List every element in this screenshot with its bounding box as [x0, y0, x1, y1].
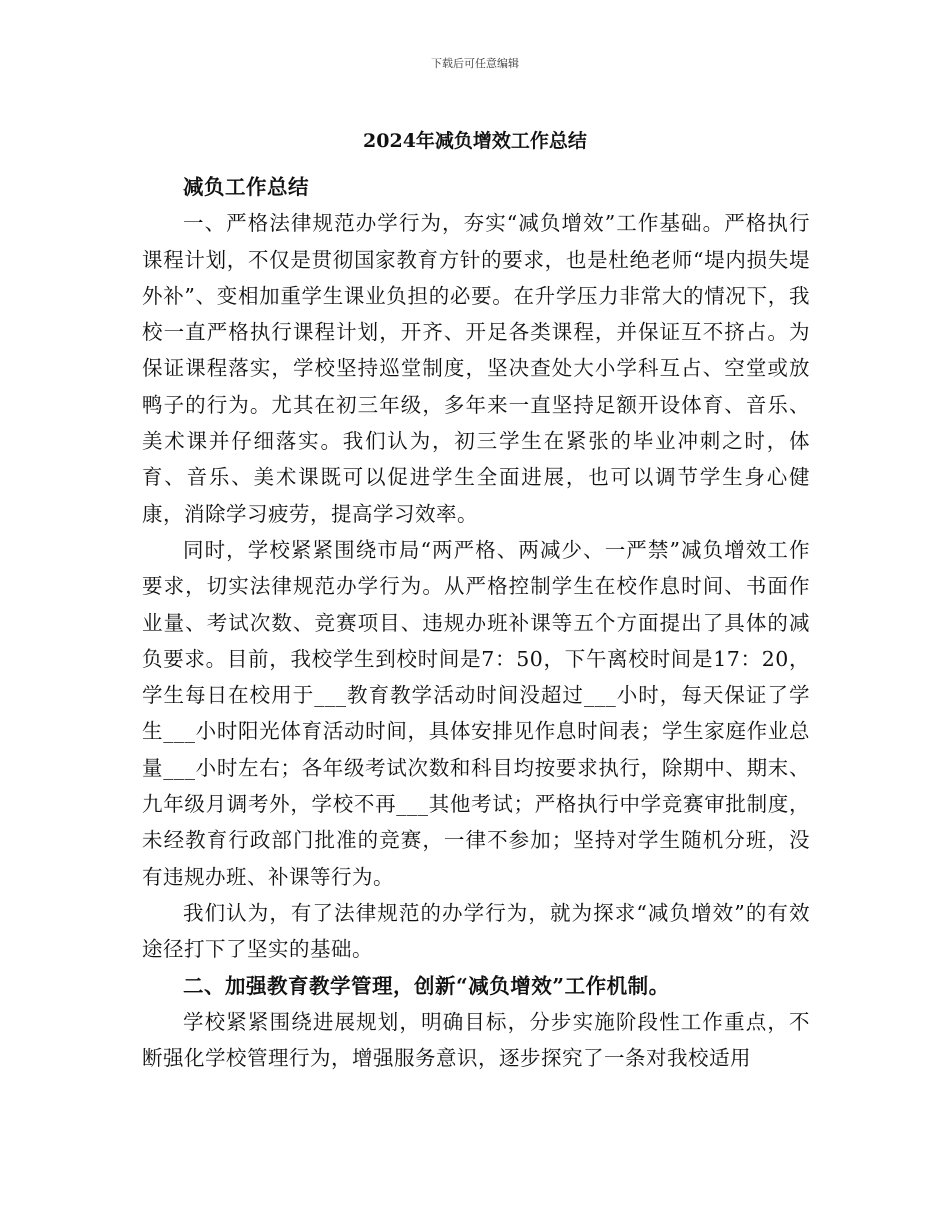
body-paragraph: 学校紧紧围绕进展规划，明确目标，分步实施阶段性工作重点，不断强化学校管理行为，增强服务意识，逐步探究了一条对我校适用	[142, 1009, 810, 1071]
section-heading: 减负工作总结	[183, 175, 309, 199]
document-title: 2024年减负增效工作总结	[363, 130, 587, 152]
body-paragraph: 同时，学校紧紧围绕市局“两严格、两减少、一严禁”减负增效工作要求，切实法律规范办学行为。从严格控制学生在校作息时间、书面作业量、考试次数、竞赛项目、违规办班补课等五个方面提出了具体的减负要求。目前，我校学生到校时间是7：50，下午离校时间是17：20，学生每日在校用于___教育教学活动时间没超过___小时，每天保证了学生___小时阳光体育活动时间，具体安排见作息时间表；学生家庭作业总量___小时左右；各年级考试次数和科目均按要求执行，除期中、期末、九年级月调考外，学校不再___其他考试；严格执行中学竞赛审批制度，未经教育行政部门批准的竞赛，一律不参加；坚持对学生随机分班，没有违规办班、补课等行为。	[142, 537, 810, 889]
body-paragraph: 我们认为，有了法律规范的办学行为，就为探求“减负增效”的有效途径打下了坚实的基础。	[142, 900, 810, 962]
document-body	[142, 169, 810, 1076]
page-header-note: 下载后可任意编辑	[431, 57, 519, 70]
section-heading: 二、加强教育教学管理，创新“减负增效”工作机制。	[183, 973, 670, 998]
body-paragraph: 一、严格法律规范办学行为，夯实“减负增效”工作基础。严格执行课程计划，不仅是贯彻国家教育方针的要求，也是杜绝老师“堤内损失堤外补”、变相加重学生课业负担的必要。在升学压力非常大的情况下，我校一直严格执行课程计划，开齐、开足各类课程，并保证互不挤占。为保证课程落实，学校坚持巡堂制度，坚决查处大小学科互占、空堂或放鸭子的行为。尤其在初三年级，多年来一直坚持足额开设体育、音乐、美术课并仔细落实。我们认为，初三学生在紧张的毕业冲刺之时，体育、音乐、美术课既可以促进学生全面进展，也可以调节学生身心健康，消除学习疲劳，提高学习效率。	[142, 211, 810, 526]
